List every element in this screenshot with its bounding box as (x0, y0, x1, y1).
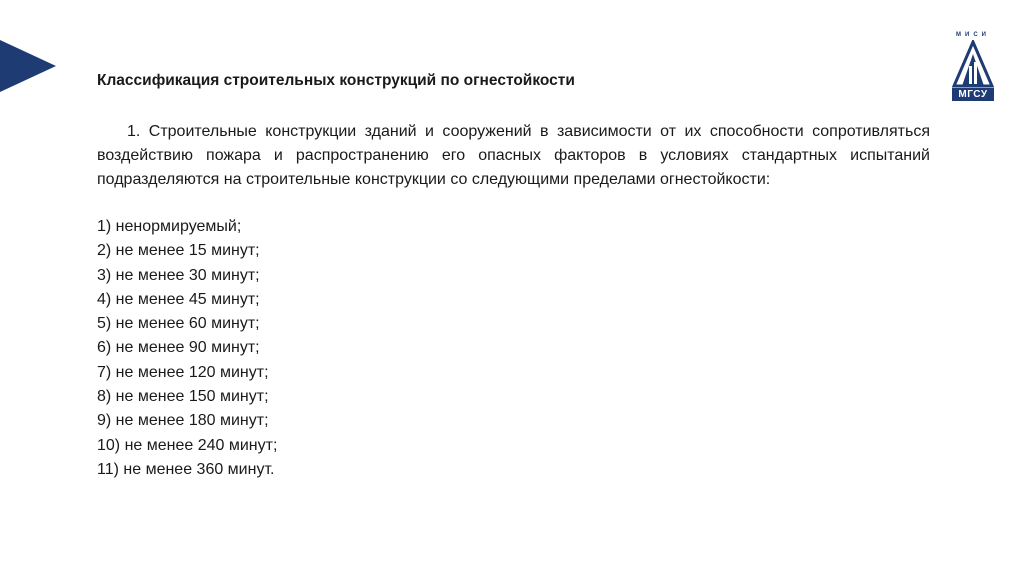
building-triangle-icon (952, 40, 994, 88)
list-item: 4) не менее 45 минут; (97, 290, 260, 308)
university-logo (948, 32, 998, 102)
list-item: 8) не менее 150 минут; (97, 388, 269, 406)
list-item: 11) не менее 360 минут. (97, 460, 275, 478)
logo-bottom-text: МГСУ (952, 88, 994, 101)
list-item: 6) не менее 90 минут; (97, 339, 260, 357)
list-item: 9) не менее 180 минут; (97, 412, 269, 430)
slide-title: Классификация строительных конструкций по огнестойкости (97, 72, 575, 89)
list-item: 7) не менее 120 минут; (97, 363, 269, 381)
intro-paragraph: 1. Строительные конструкции зданий и сооружений в зависимости от их способности сопротивляться воздействию пожара и распространению его опасных факторов в условиях стандартных испытаний подразделяются на строительные конструкции со следующими пределами огнестойкости: (97, 123, 930, 188)
logo-top-text: МИСИ (956, 32, 990, 38)
corner-arrow-icon (0, 40, 56, 92)
fire-resistance-list (97, 215, 277, 482)
list-item: 3) не менее 30 минут; (97, 266, 260, 284)
list-item: 5) не менее 60 минут; (97, 315, 260, 333)
list-item: 1) ненормируемый; (97, 218, 242, 235)
list-item: 10) не менее 240 минут; (97, 436, 278, 454)
list-item: 2) не менее 15 минут; (97, 242, 260, 260)
